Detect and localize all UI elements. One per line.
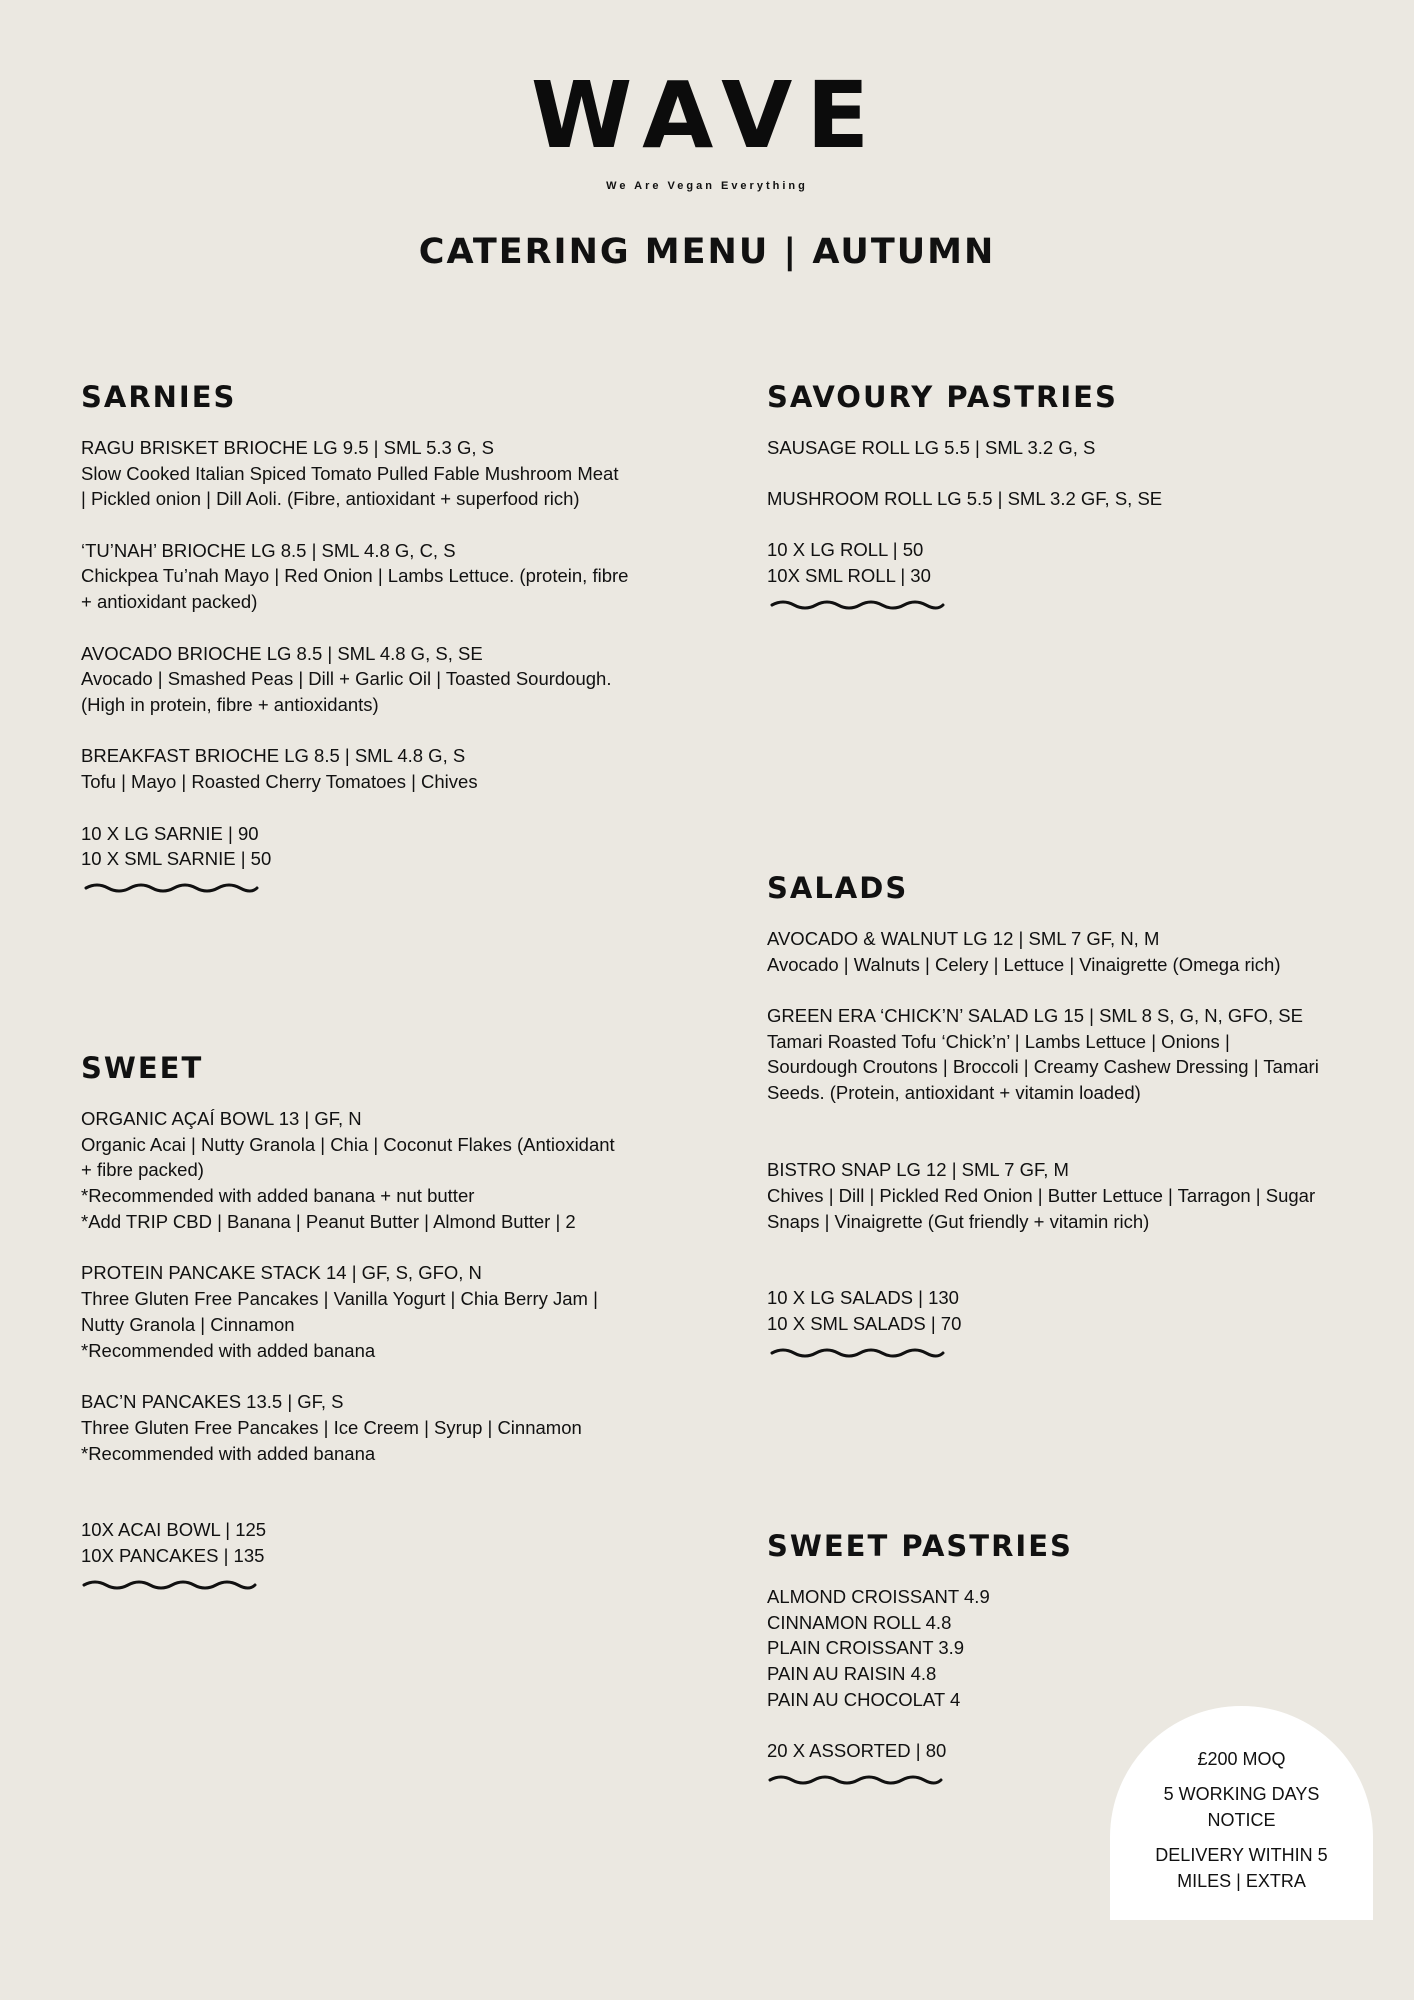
item-line: Three Gluten Free Pancakes | Vanilla Yogurt | Chia Berry Jam | (81, 1288, 598, 1310)
item-line: AVOCADO BRIOCHE LG 8.5 | SML 4.8 G, S, SE (81, 642, 483, 664)
item-line: PLAIN CROISSANT 3.9 (767, 1637, 965, 1659)
section-title: SAVOURY PASTRIES (767, 380, 1118, 414)
item-line: CINNAMON ROLL 4.8 (767, 1611, 952, 1633)
brand-tagline: We Are Vegan Everything (606, 180, 808, 192)
item-line: *Recommended with added banana (81, 1442, 376, 1464)
item-line: Slow Cooked Italian Spiced Tomato Pulled Fable Mushroom Meat (81, 462, 619, 484)
section-title: SWEET PASTRIES (767, 1529, 1073, 1563)
item-line: Chickpea Tu’nah Mayo | Red Onion | Lambs Lettuce. (protein, fibre (81, 565, 629, 587)
total-line: 10X PANCAKES | 135 (81, 1545, 265, 1567)
total-line: 10 X LG SARNIE | 90 (81, 822, 259, 844)
menu-item (767, 926, 1367, 978)
item-line: GREEN ERA ‘CHICK’N’ SALAD LG 15 | SML 8 S, G, N, GFO, SE (767, 1004, 1303, 1026)
item-line: *Recommended with added banana + nut butter (81, 1185, 475, 1207)
item-line: Three Gluten Free Pancakes | Ice Creem | Syrup | Cinnamon (81, 1416, 582, 1438)
section-salads (767, 871, 1367, 1361)
item-line: ALMOND CROISSANT 4.9 (767, 1585, 990, 1607)
menu-item (767, 435, 1367, 461)
item-line: ‘TU’NAH’ BRIOCHE LG 8.5 | SML 4.8 G, C, S (81, 539, 456, 561)
item-line: AVOCADO & WALNUT LG 12 | SML 7 GF, N, M (767, 927, 1160, 949)
menu-item (767, 1584, 1367, 1713)
item-line: Chives | Dill | Pickled Red Onion | Butter Lettuce | Tarragon | Sugar (767, 1184, 1316, 1206)
item-line: + antioxidant packed) (81, 591, 258, 613)
total-line: 10 X LG SALADS | 130 (767, 1287, 959, 1309)
item-line: Seeds. (Protein, antioxidant + vitamin loaded) (767, 1082, 1141, 1104)
wave-divider-icon (81, 880, 261, 896)
menu-item (81, 1260, 681, 1363)
item-line: BAC’N PANCAKES 13.5 | GF, S (81, 1390, 344, 1412)
item-line: Tamari Roasted Tofu ‘Chick’n’ | Lambs Lettuce | Onions | (767, 1030, 1230, 1052)
notice-period-text: 5 WORKING DAYS NOTICE (1163, 1784, 1320, 1830)
section-savoury-pastries (767, 380, 1367, 613)
wave-divider-icon (767, 1345, 947, 1361)
item-line: Tofu | Mayo | Roasted Cherry Tomatoes | Chives (81, 771, 478, 793)
total-line: 10 X SML SALADS | 70 (767, 1313, 962, 1335)
section-title: SARNIES (81, 380, 237, 414)
menu-item (81, 538, 681, 615)
menu-item (81, 1389, 681, 1466)
menu-item (81, 435, 681, 512)
section-sweet (81, 1051, 681, 1593)
item-line: PAIN AU CHOCOLAT 4 (767, 1688, 961, 1710)
item-line: *Recommended with added banana (81, 1339, 376, 1361)
item-line: ORGANIC AÇAÍ BOWL 13 | GF, N (81, 1107, 362, 1129)
item-line: BREAKFAST BRIOCHE LG 8.5 | SML 4.8 G, S (81, 745, 466, 767)
total-line: 10 X LG ROLL | 50 (767, 539, 924, 561)
bulk-totals (767, 537, 1367, 589)
menu-title: CATERING MENU | AUTUMN (418, 232, 996, 272)
item-line: Snaps | Vinaigrette (Gut friendly + vitamin rich) (767, 1210, 1150, 1232)
wave-divider-icon (767, 597, 947, 613)
item-line: RAGU BRISKET BRIOCHE LG 9.5 | SML 5.3 G, S (81, 436, 494, 458)
item-line: Nutty Granola | Cinnamon (81, 1313, 295, 1335)
total-line: 10X SML ROLL | 30 (767, 565, 931, 587)
total-line: 10 X SML SARNIE | 50 (81, 848, 272, 870)
section-sarnies (81, 380, 681, 896)
brand-logo: WAVE (530, 62, 884, 169)
item-line: MUSHROOM ROLL LG 5.5 | SML 3.2 GF, S, SE (767, 488, 1163, 510)
total-line: 10X ACAI BOWL | 125 (81, 1519, 267, 1541)
menu-item (81, 1106, 681, 1235)
menu-item (767, 1157, 1367, 1234)
item-line: + fibre packed) (81, 1159, 204, 1181)
section-title: SALADS (767, 871, 909, 905)
moq-text: £200 MOQ (1197, 1749, 1286, 1769)
menu-item (81, 641, 681, 718)
item-line: SAUSAGE ROLL LG 5.5 | SML 3.2 G, S (767, 436, 1096, 458)
total-line: 20 X ASSORTED | 80 (767, 1740, 947, 1762)
item-line: Avocado | Smashed Peas | Dill + Garlic Oil | Toasted Sourdough. (81, 668, 612, 690)
menu-item (767, 486, 1367, 512)
wave-divider-icon (767, 1772, 947, 1788)
item-line: BISTRO SNAP LG 12 | SML 7 GF, M (767, 1159, 1069, 1181)
bulk-totals (81, 821, 681, 873)
menu-item (81, 743, 681, 795)
menu-item (767, 1003, 1367, 1106)
item-line: *Add TRIP CBD | Banana | Peanut Butter | Almond Butter | 2 (81, 1210, 576, 1232)
item-line: (High in protein, fibre + antioxidants) (81, 694, 379, 716)
bulk-totals (81, 1517, 681, 1569)
item-line: Organic Acai | Nutty Granola | Chia | Coconut Flakes (Antioxidant (81, 1133, 615, 1155)
bulk-totals (767, 1285, 1367, 1337)
item-line: PROTEIN PANCAKE STACK 14 | GF, S, GFO, N (81, 1262, 482, 1284)
item-line: | Pickled onion | Dill Aoli. (Fibre, antioxidant + superfood rich) (81, 488, 580, 510)
item-line: Sourdough Croutons | Broccoli | Creamy Cashew Dressing | Tamari (767, 1056, 1319, 1078)
section-title: SWEET (81, 1051, 204, 1085)
item-line: PAIN AU RAISIN 4.8 (767, 1663, 937, 1685)
wave-divider-icon (81, 1577, 261, 1593)
delivery-text: DELIVERY WITHIN 5 MILES | EXTRA (1155, 1845, 1328, 1891)
item-line: Avocado | Walnuts | Celery | Lettuce | Vinaigrette (Omega rich) (767, 953, 1281, 975)
